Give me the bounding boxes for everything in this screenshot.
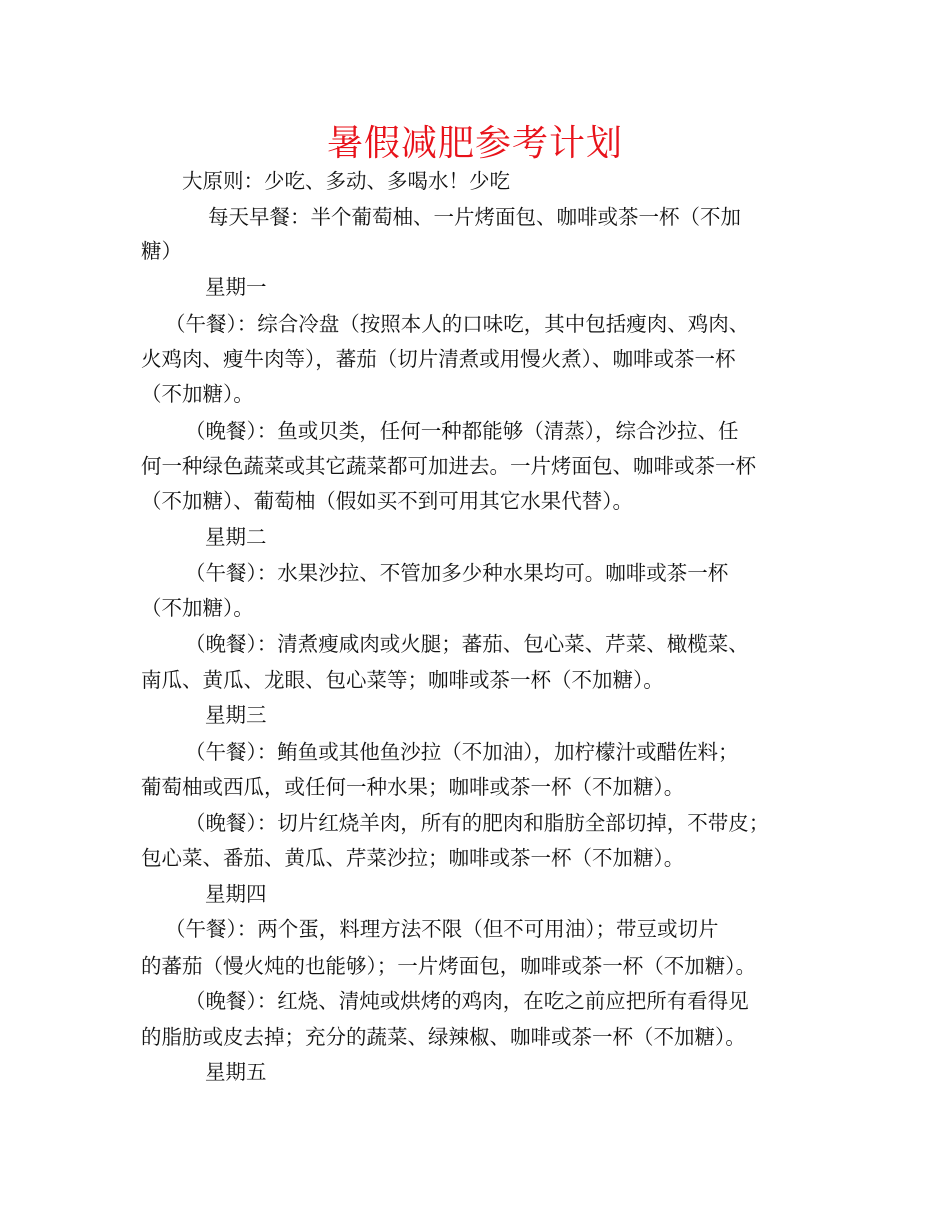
wednesday-lunch-cont: 葡萄柚或西瓜，或任何一种水果；咖啡或茶一杯（不加糖）。 — [141, 775, 685, 799]
breakfast-line-cont: 糖） — [141, 239, 182, 263]
breakfast-line: 每天早餐：半个葡萄柚、一片烤面包、咖啡或茶一杯（不加 — [208, 205, 741, 229]
day-heading-monday: 星期一 — [205, 275, 267, 299]
wednesday-dinner: （晚餐）：切片红烧羊肉，所有的肥肉和脂肪全部切掉，不带皮； — [185, 811, 770, 835]
thursday-lunch-cont: 的蕃茄（慢火炖的也能够）；一片烤面包，咖啡或茶一杯（不加糖）。 — [141, 954, 756, 978]
wednesday-dinner-cont: 包心菜、番茄、黄瓜、芹菜沙拉；咖啡或茶一杯（不加糖）。 — [141, 846, 685, 870]
document-title: 暑假减肥参考计划 — [326, 123, 623, 164]
tuesday-dinner-cont: 南瓜、黄瓜、龙眼、包心菜等；咖啡或茶一杯（不加糖）。 — [141, 668, 664, 692]
day-heading-wednesday: 星期三 — [205, 703, 267, 727]
day-heading-friday: 星期五 — [205, 1060, 267, 1084]
monday-dinner-cont: 何一种绿色蔬菜或其它蔬菜都可加进去。一片烤面包、咖啡或茶一杯 — [141, 454, 756, 478]
thursday-dinner: （晚餐）：红烧、清炖或烘烤的鸡肉，在吃之前应把所有看得见 — [185, 989, 749, 1013]
principle-line: 大原则：少吃、多动、多喝水！少吃 — [182, 169, 510, 193]
tuesday-lunch: （午餐）：水果沙拉、不管加多少种水果均可。咖啡或茶一杯 — [185, 561, 729, 585]
tuesday-lunch-cont: （不加糖）。 — [141, 596, 254, 620]
monday-lunch-cont: 火鸡肉、瘦牛肉等），蕃茄（切片清煮或用慢火煮）、咖啡或茶一杯 — [141, 347, 736, 371]
monday-lunch-cont: （不加糖）。 — [141, 382, 254, 406]
monday-lunch: （午餐）：综合冷盘（按照本人的口味吃，其中包括瘦肉、鸡肉、 — [165, 312, 750, 336]
day-heading-tuesday: 星期二 — [205, 525, 267, 549]
monday-dinner: （晚餐）：鱼或贝类，任何一种都能够（清蒸），综合沙拉、任 — [185, 419, 739, 443]
thursday-dinner-cont: 的脂肪或皮去掉；充分的蔬菜、绿辣椒、咖啡或茶一杯（不加糖）。 — [141, 1025, 746, 1049]
wednesday-lunch: （午餐）：鲔鱼或其他鱼沙拉（不加油），加柠檬汁或醋佐料； — [185, 740, 739, 764]
tuesday-dinner: （晚餐）：清煮瘦咸肉或火腿；蕃茄、包心菜、芹菜、橄榄菜、 — [185, 632, 749, 656]
thursday-lunch: （午餐）：两个蛋，料理方法不限（但不可用油）；带豆或切片 — [165, 917, 719, 941]
monday-dinner-cont: （不加糖）、葡萄柚（假如买不到可用其它水果代替）。 — [141, 489, 633, 513]
day-heading-thursday: 星期四 — [205, 882, 267, 906]
